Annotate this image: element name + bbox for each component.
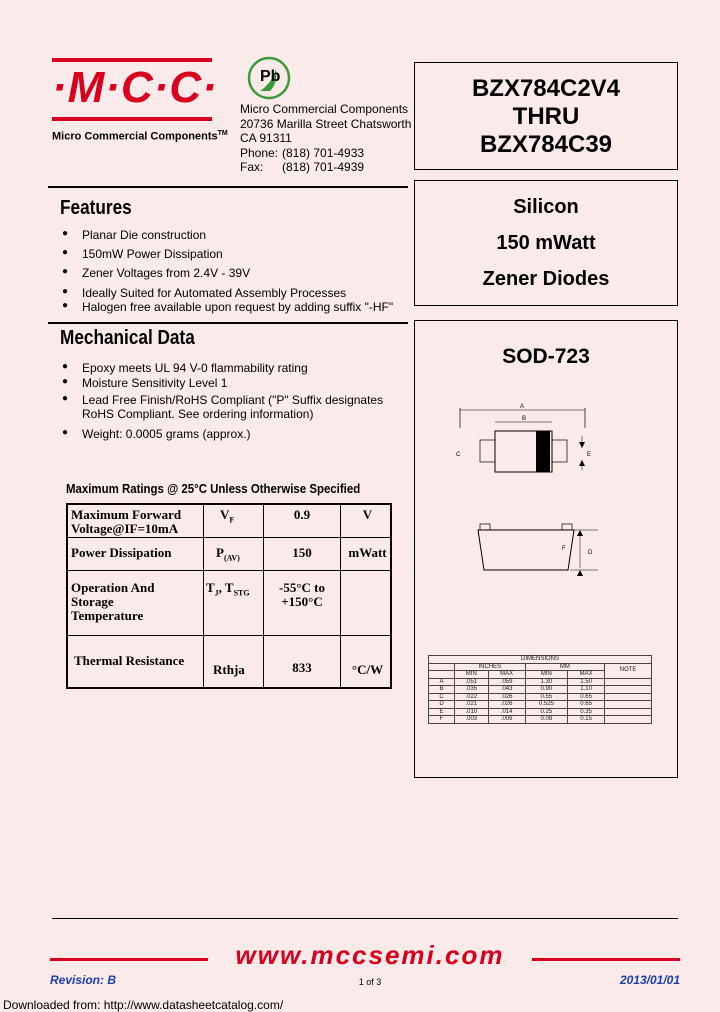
dim-label-e: E [587,452,592,458]
download-source[interactable]: Downloaded from: http://www.datasheetcatalog.com/ [3,998,284,1012]
table-cell-value: 833 [292,660,312,675]
table-cell-param [71,508,181,536]
table-divider [203,505,204,687]
table-row [429,716,652,724]
dims-subheader: MAX [488,671,525,679]
street: 20736 Marilla Street Chatsworth [240,116,412,131]
dims-cell: .051 [455,678,489,686]
dims-cell: 0.08 [525,716,567,724]
dims-cell: 1.10 [568,686,605,694]
table-divider [68,635,390,636]
table-cell-symbol [206,581,250,601]
dims-cell: D [429,701,455,709]
footer-bar-right [532,958,680,961]
table-cell-symbol: Rthja [213,662,245,677]
dims-cell: 0.65 [568,701,605,709]
part-line-2: THRU [512,103,580,130]
dims-cell [605,693,652,701]
bullet-icon: ● [62,300,69,311]
symbol-sub: (AV) [223,553,240,563]
website-link[interactable]: www.mccsemi.com [235,940,505,970]
symbol-sub: F [229,515,235,525]
dims-cell [605,708,652,716]
list-item [60,361,383,376]
dims-cell: 1.30 [525,678,567,686]
table-divider [340,505,341,687]
part-number-box [414,62,678,170]
table-cell-param [71,581,154,623]
revision-date: 2013/01/01 [619,973,680,987]
dims-cell: .014 [488,708,525,716]
logo-subtitle-text: Micro Commercial Components [52,130,218,143]
dim-label-d: D [588,550,593,556]
dims-subheader [429,671,455,679]
symbol: V [220,507,230,522]
dims-cell: 1.50 [568,678,605,686]
param-line: Temperature [71,608,144,623]
table-divider [68,537,390,538]
revision: Revision: B [50,973,117,987]
dims-cell: A [429,678,455,686]
dims-cell: E [429,708,455,716]
symbol-sub: STG [233,588,250,598]
package-side-view-diagram [470,520,620,590]
table-cell-symbol [216,546,240,566]
page-number: 1 of 3 [358,977,382,987]
dims-cell: .026 [488,701,525,709]
param-line: Storage [71,594,114,609]
package-title: SOD-723 [502,345,590,368]
dims-cell: .003 [455,716,489,724]
fax-label: Fax: [240,160,264,174]
bullet-icon: ● [62,361,69,372]
dims-cell [605,701,652,709]
list-item-continued [60,407,383,427]
table-cell-unit: °C/W [351,662,384,677]
dims-cell: 0.15 [568,716,605,724]
dims-cell: 0.525 [525,701,567,709]
dims-cell: F [429,716,455,724]
dim-label-b: B [522,416,527,422]
dims-cell: 0.65 [568,693,605,701]
description-box [414,180,678,306]
phone: (818) 701-4933 [282,145,365,160]
footer-rule [52,918,678,919]
dim-label-c: C [456,452,461,458]
mech-text: Epoxy meets UL 94 V-0 flammability rating [82,361,308,375]
table-row [429,693,652,701]
dims-cell: .059 [488,678,525,686]
phone-row [240,146,411,161]
dim-label-a: A [520,404,525,410]
dims-cell [605,686,652,694]
logo-bottom-bar [52,117,212,121]
bullet-icon: ● [62,393,69,404]
table-row [429,663,652,671]
mech-text: Moisture Sensitivity Level 1 [82,376,228,390]
dims-header-blank [429,663,455,671]
dims-cell: 0.55 [525,693,567,701]
bullet-icon: ● [62,376,69,387]
table-cell-param: Thermal Resistance [74,653,185,668]
table-cell-unit: mWatt [348,545,387,560]
mech-text: Weight: 0.0005 grams (approx.) [82,427,251,441]
mech-text: RoHS Compliant. See ordering information) [82,407,314,421]
dims-cell: .043 [488,686,525,694]
mech-text: Lead Free Finish/RoHS Compliant ("P" Suffix designates [82,393,384,407]
list-item [60,376,383,393]
bullet-icon: ● [62,427,69,438]
table-cell-value [264,581,340,609]
dims-cell: .010 [455,708,489,716]
mechanical-rule [48,322,408,324]
ratings-table [66,503,392,689]
package-top-view-diagram [440,398,620,488]
list-item [60,427,383,441]
table-cell-value: 150 [292,545,312,560]
desc-line-3: Zener Diodes [482,268,610,290]
feature-text: 150mW Power Dissipation [82,247,223,261]
table-cell-param: Power Dissipation [71,545,172,560]
logo-top-bar [52,58,212,62]
company-name: Micro Commercial Components [240,102,409,116]
bullet-icon: ● [62,266,69,277]
param-line: Voltage@IF=10mA [71,521,179,536]
mechanical-title: Mechanical Data [60,327,195,349]
pb-free-icon [246,55,292,101]
dims-title: DIMENSIONS [429,656,652,664]
table-row [429,656,652,664]
param-line: Maximum Forward [71,507,182,522]
mechanical-list [60,361,383,441]
table-row [429,708,652,716]
desc-line-1: Silicon [513,196,579,218]
company-address [240,102,411,175]
feature-text: Planar Die construction [82,228,207,242]
dims-cell: C [429,693,455,701]
table-row [429,686,652,694]
dim-label-f: F [562,546,566,552]
table-cell-unit: V [362,507,373,522]
features-rule [48,186,408,188]
fax: (818) 701-4939 [282,160,365,174]
feature-text: Ideally Suited for Automated Assembly Processes [82,286,347,300]
bullet-icon: ● [62,247,69,258]
dims-header-note: NOTE [605,663,652,678]
table-row [429,678,652,686]
dimensions-table [428,655,652,724]
feature-text: Zener Voltages from 2.4V - 39V [82,266,251,280]
dims-cell: .026 [488,693,525,701]
table-cell-symbol [220,508,234,528]
phone-label: Phone: [240,145,279,160]
list-item [60,393,383,407]
dims-cell: B [429,686,455,694]
dims-cell: 0.25 [525,708,567,716]
feature-text: Halogen free available upon request by adding suffix "-HF" [82,300,394,314]
list-item [60,228,393,247]
dims-cell [605,678,652,686]
ratings-title: Maximum Ratings @ 25°C Unless Otherwise Specified [66,481,361,496]
table-row [429,701,652,709]
dims-subheader: MIN [525,671,567,679]
param-line: Operation And [71,580,155,595]
symbol: T [206,580,215,595]
dims-header-inches: INCHES [455,663,526,671]
dims-cell: .022 [455,693,489,701]
features-list [60,228,393,314]
footer-bar-left [50,958,208,961]
city: CA 91311 [240,131,292,145]
bullet-icon: ● [62,228,69,239]
fax-row [240,160,411,175]
dims-cell: 0.90 [525,686,567,694]
bullet-icon: ● [62,286,69,297]
dims-header-mm: MM [525,663,604,671]
list-item [60,247,393,266]
part-line-3: BZX784C39 [479,131,613,158]
symbol: P [216,545,224,560]
features-title: Features [60,197,132,219]
desc-line-2: 150 mWatt [496,232,596,254]
symbol: , T [218,580,234,595]
table-cell-value: 0.9 [293,507,311,522]
dims-cell: .006 [488,716,525,724]
trademark: TM [217,130,228,137]
dims-subheader: MIN [455,671,489,679]
list-item [60,300,393,314]
value-line: -55°C to [279,580,325,595]
mcc-logo: ·M·C·C· [52,63,218,112]
list-item [60,286,393,300]
value-line: +150°C [281,594,323,609]
pb-text: Pb [260,68,281,85]
part-line-1: BZX784C2V4 [471,75,621,102]
dims-subheader: MAX [568,671,605,679]
logo-subtitle [52,130,228,143]
symbol-sub: J [214,588,219,598]
table-divider [68,570,390,571]
dims-cell: .021 [455,701,489,709]
dims-cell: 0.35 [568,708,605,716]
dims-cell [605,716,652,724]
list-item [60,266,393,286]
dims-cell: .035 [455,686,489,694]
